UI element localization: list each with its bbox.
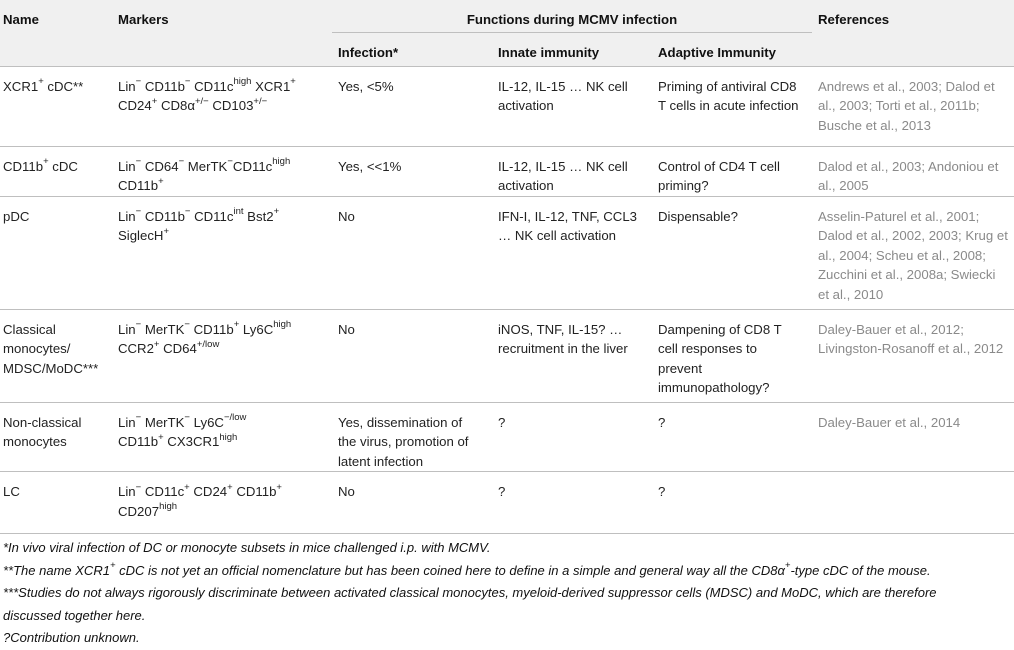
header-markers: Markers (118, 12, 169, 27)
table-row (0, 146, 1014, 196)
cell-name: Classical monocytes/ MDSC/MoDC*** (0, 309, 118, 402)
footnote-2: **The name XCR1+ cDC is not yet an official nomenclature but has been coined here to define in a simple and general way all the CD8α+-type cDC of the mouse. (3, 560, 931, 578)
footnote-3: ***Studies do not always rigorously discriminate between activated classical monocytes, myeloid-derived suppressor cells (MDSC) and MoDC, which are therefore (3, 585, 937, 600)
cell-name: Non-classical monocytes (0, 402, 118, 472)
table-row (0, 66, 1014, 146)
cell-references (812, 472, 1014, 522)
header-innate: Innate immunity (498, 44, 600, 60)
header-functions: Functions during MCMV infection (332, 0, 812, 32)
cell-innate: IFN-I, IL-12, TNF, CCL3 … NK cell activation (492, 196, 652, 309)
cell-markers: Lin− CD11b− $CD11c^{int}$ Bst2+ SiglecH+ (118, 196, 332, 309)
table-row (0, 196, 1014, 309)
cell-markers: Lin− CD11c+ CD24+ CD11b+ $CD207^{high}$ (118, 472, 332, 522)
footnote-3-cont: discussed together here. (3, 607, 146, 623)
cell-innate: IL-12, IL-15 … NK cell activation (492, 66, 652, 146)
cell-innate: ? (492, 472, 652, 522)
cell-name: CD11b+ cDC (0, 146, 118, 196)
cell-infection: No (332, 472, 492, 522)
cell-name: LC (0, 472, 118, 522)
cell-innate: IL-12, IL-15 … NK cell activation (492, 146, 652, 196)
cell-markers: Lin− CD64− $MerTK^-CD11c^{high}$ CD11b+ (118, 146, 332, 196)
cell-adaptive: ? (652, 472, 812, 522)
table-bottom-rule (0, 533, 1014, 534)
cell-adaptive: Dispensable? (652, 196, 812, 309)
cell-references: Daley-Bauer et al., 2012; Livingston-Rosanoff et al., 2012 (812, 309, 1014, 402)
cell-name: pDC (0, 196, 118, 309)
cell-infection: No (332, 196, 492, 309)
table-body (0, 66, 1014, 521)
header-references: References (818, 12, 890, 27)
cell-infection: Yes, <5% (332, 66, 492, 146)
cell-references: Daley-Bauer et al., 2014 (812, 402, 1014, 472)
footnote-4: ?Contribution unknown. (3, 630, 140, 645)
cell-adaptive: ? (652, 402, 812, 472)
header-name: Name (3, 12, 39, 27)
table-row (0, 402, 1014, 472)
cell-name: XCR1+ cDC** (0, 66, 118, 146)
footnote-1: *In vivo viral infection of DC or monocyte subsets in mice challenged i.p. with MCMV. (3, 540, 491, 555)
cell-adaptive: Dampening of CD8 T cell responses to prevent immunopathology? (652, 309, 812, 402)
cell-innate: ? (492, 402, 652, 472)
cell-adaptive: Control of CD4 T cell priming? (652, 146, 812, 196)
footnotes (3, 537, 1011, 650)
cell-infection: No (332, 309, 492, 402)
table-row (0, 309, 1014, 402)
header-infection: Infection* (338, 44, 399, 60)
cell-markers: Lin− MerTK− CD11b+ $Ly6C^{high}$ CCR2+ $CD64^{+/low}$ (118, 309, 332, 402)
cell-markers: Lin− CD11b− $CD11c^{high}$ XCR1+ CD24+ CD8α+/− CD103+/− (118, 66, 332, 146)
cell-markers: Lin− MerTK− $Ly6C^{-/low}$ CD11b+ $CX3CR1^{high}$ (118, 402, 332, 472)
cell-infection: Yes, dissemination of the virus, promotion of latent infection (332, 402, 492, 472)
cell-references: Asselin-Paturel et al., 2001; Dalod et al., 2002, 2003; Krug et al., 2004; Scheu et al., 2008; Zucchini et al., 2008a; Swiecki et al., 2010 (812, 196, 1014, 309)
cell-references: Andrews et al., 2003; Dalod et al., 2003; Torti et al., 2011b; Busche et al., 2013 (812, 66, 1014, 146)
cell-infection: Yes, <<1% (332, 146, 492, 196)
table-row (0, 472, 1014, 522)
header-adaptive: Adaptive Immunity (658, 44, 776, 60)
cell-references: Dalod et al., 2003; Andoniou et al., 2005 (812, 146, 1014, 196)
cell-adaptive: Priming of antiviral CD8 T cells in acute infection (652, 66, 812, 146)
cell-innate: iNOS, TNF, IL-15? … recruitment in the liver (492, 309, 652, 402)
